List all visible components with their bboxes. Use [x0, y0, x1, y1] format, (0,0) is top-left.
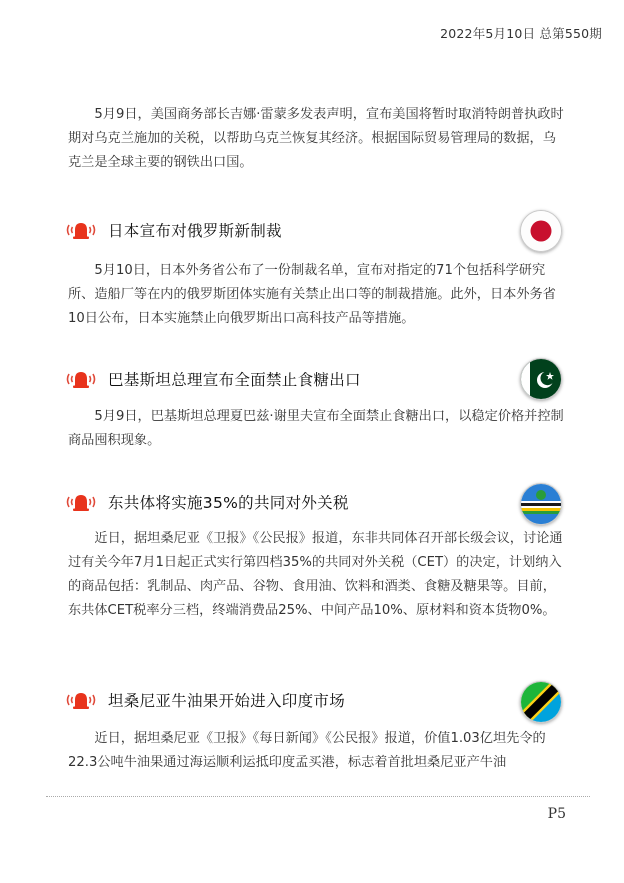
- header-date-issue: 2022年5月10日 总第550期: [440, 26, 602, 41]
- alarm-bell-icon: [64, 491, 98, 513]
- section-body-eac: 近日，据坦桑尼亚《卫报》《公民报》报道，东非共同体召开部长级会议，讨论通过有关今年7月1日起正式实行第四档35%的共同对外关税（CET）的决定，计划纳入的商品包括：乳制品、肉产品、谷物、食用油、饮料和酒类、食糖及糖果等。目前，东共体CET税率分三档，终端消费品25%、中间产品10%、原材料和资本货物0%。: [68, 531, 563, 618]
- section-title-text: 巴基斯坦总理宣布全面禁止食糖出口: [108, 371, 361, 389]
- section-title-text: 坦桑尼亚牛油果开始进入印度市场: [108, 692, 346, 710]
- section-title-pakistan: [64, 364, 564, 394]
- alarm-bell-icon: [64, 368, 98, 390]
- page-number: P5: [547, 806, 566, 822]
- tanzania-flag-icon: [520, 681, 562, 723]
- section-title-tanzania: [64, 685, 564, 715]
- section-title-text: 东共体将实施35%的共同对外关税: [108, 494, 349, 512]
- section-body-tanzania: 近日，据坦桑尼亚《卫报》《每日新闻》《公民报》报道，价值1.03亿坦先令的22.3公吨牛油果通过海运顺利运抵印度孟买港，标志着首批坦桑尼亚产牛油: [68, 731, 546, 770]
- pakistan-flag-icon: [520, 358, 562, 400]
- section-title-text: 日本宣布对俄罗斯新制裁: [108, 222, 282, 240]
- section-title-eac: [64, 487, 564, 517]
- japan-flag-icon: [520, 210, 562, 252]
- alarm-bell-icon: [64, 689, 98, 711]
- section-body-pakistan: 5月9日，巴基斯坦总理夏巴兹·谢里夫宣布全面禁止食糖出口，以稳定价格并控制商品囤积现象。: [68, 409, 564, 448]
- intro-paragraph: 5月9日，美国商务部长吉娜·雷蒙多发表声明，宣布美国将暂时取消特朗普执政时期对乌克兰施加的关税，以帮助乌克兰恢复其经济。根据国际贸易管理局的数据，乌克兰是全球主要的钢铁出口国。: [68, 107, 564, 170]
- alarm-bell-icon: [64, 219, 98, 241]
- section-title-japan: [64, 215, 564, 245]
- section-body-japan: 5月10日，日本外务省公布了一份制裁名单，宣布对指定的71个包括科学研究所、造船厂等在内的俄罗斯团体实施有关禁止出口等的制裁措施。此外，日本外务省10日公布，日本实施禁止向俄罗斯出口高科技产品等措施。: [68, 263, 556, 326]
- footer-divider: [46, 796, 590, 797]
- eac-flag-icon: [520, 483, 562, 525]
